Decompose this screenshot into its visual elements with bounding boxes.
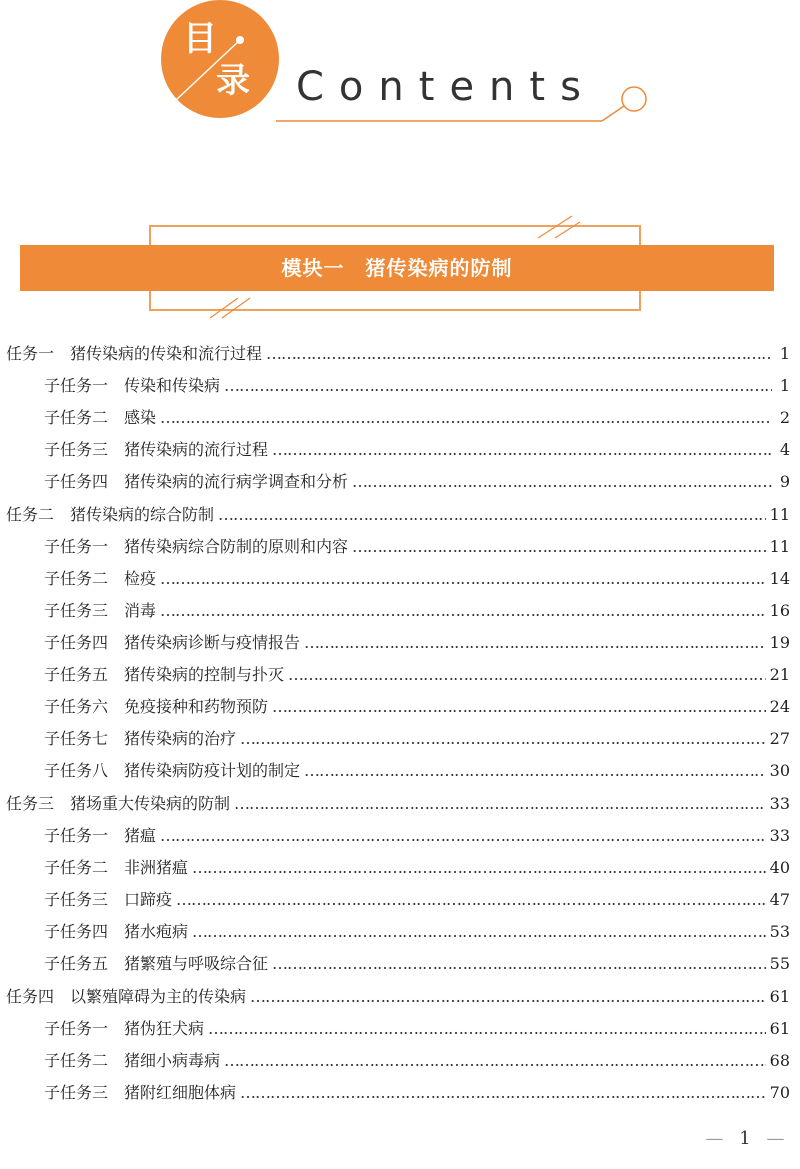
toc-entry-page: 33 bbox=[769, 794, 790, 813]
toc-leader bbox=[304, 631, 766, 655]
toc-entry-page: 53 bbox=[769, 922, 790, 941]
toc-entry[interactable] bbox=[6, 503, 790, 527]
toc-entry-label: 子任务六 免疫接种和药物预防 bbox=[44, 697, 269, 716]
toc-leader bbox=[218, 503, 766, 527]
contents-title: Contents bbox=[296, 64, 596, 110]
module-slash-decoration bbox=[0, 0, 800, 340]
footer-dash-right: — bbox=[766, 1128, 785, 1149]
toc-leader bbox=[176, 888, 766, 912]
toc-leader bbox=[192, 920, 766, 944]
toc-entry-page: 11 bbox=[769, 505, 790, 524]
toc-entry-label: 子任务七 猪传染病的治疗 bbox=[44, 729, 237, 748]
toc-leader bbox=[240, 1081, 766, 1105]
badge-char-lu: 录 bbox=[216, 61, 250, 101]
toc-leader bbox=[234, 792, 766, 816]
toc-entry-label: 子任务四 猪水疱病 bbox=[44, 922, 189, 941]
toc-entry[interactable] bbox=[44, 1017, 790, 1041]
toc-entry-page: 11 bbox=[769, 537, 790, 556]
toc-entry-page: 2 bbox=[779, 408, 790, 427]
toc-entry[interactable] bbox=[44, 1049, 790, 1073]
toc-entry[interactable] bbox=[44, 599, 790, 623]
toc-leader bbox=[352, 470, 772, 494]
toc-entry-label: 子任务一 猪伪狂犬病 bbox=[44, 1019, 205, 1038]
toc-entry-page: 19 bbox=[769, 633, 790, 652]
toc-leader bbox=[272, 438, 772, 462]
toc-entry-page: 16 bbox=[769, 601, 790, 620]
toc-entry-label: 子任务五 猪繁殖与呼吸综合征 bbox=[44, 954, 269, 973]
toc-entry[interactable] bbox=[44, 567, 790, 591]
page-number: 1 bbox=[739, 1128, 751, 1149]
toc-entry[interactable] bbox=[44, 470, 790, 494]
toc-leader bbox=[288, 663, 766, 687]
toc-leader bbox=[160, 406, 772, 430]
toc-entry-page: 33 bbox=[769, 826, 790, 845]
toc-entry-page: 70 bbox=[769, 1083, 790, 1102]
toc-leader bbox=[240, 727, 766, 751]
toc-entry[interactable] bbox=[44, 695, 790, 719]
toc-entry[interactable] bbox=[44, 663, 790, 687]
toc-entry-label: 任务一 猪传染病的传染和流行过程 bbox=[6, 344, 263, 363]
toc-entry-label: 子任务一 传染和传染病 bbox=[44, 376, 221, 395]
toc-leader bbox=[272, 952, 766, 976]
toc-entry-label: 子任务三 口蹄疫 bbox=[44, 890, 173, 909]
badge-char-mu: 目 bbox=[183, 19, 217, 59]
toc-entry-label: 任务四 以繁殖障碍为主的传染病 bbox=[6, 987, 247, 1006]
toc-entry-page: 47 bbox=[769, 890, 790, 909]
toc-entry[interactable] bbox=[44, 920, 790, 944]
toc-entry[interactable] bbox=[44, 406, 790, 430]
toc-leader bbox=[266, 342, 772, 366]
toc-entry-label: 子任务二 感染 bbox=[44, 408, 157, 427]
toc-entry-label: 任务二 猪传染病的综合防制 bbox=[6, 505, 215, 524]
toc-leader bbox=[224, 374, 772, 398]
toc-entry[interactable] bbox=[44, 856, 790, 880]
toc-entry-page: 55 bbox=[769, 954, 790, 973]
toc-leader bbox=[160, 567, 766, 591]
toc-entry-label: 子任务三 猪传染病的流行过程 bbox=[44, 440, 269, 459]
toc-entry[interactable] bbox=[44, 727, 790, 751]
toc-entry[interactable] bbox=[44, 438, 790, 462]
toc-entry-label: 子任务五 猪传染病的控制与扑灭 bbox=[44, 665, 285, 684]
toc-leader bbox=[192, 856, 766, 880]
toc-entry[interactable] bbox=[44, 535, 790, 559]
toc-leader bbox=[250, 985, 766, 1009]
toc-entry-page: 9 bbox=[779, 472, 790, 491]
toc-entry[interactable] bbox=[44, 888, 790, 912]
toc-entry-page: 24 bbox=[769, 697, 790, 716]
toc-entry-page: 61 bbox=[769, 1019, 790, 1038]
toc-entry-label: 子任务一 猪传染病综合防制的原则和内容 bbox=[44, 537, 349, 556]
toc-entry-label: 子任务二 非洲猪瘟 bbox=[44, 858, 189, 877]
toc-entry-page: 1 bbox=[779, 376, 790, 395]
toc-entry-label: 子任务四 猪传染病诊断与疫情报告 bbox=[44, 633, 301, 652]
toc-entry[interactable] bbox=[44, 824, 790, 848]
toc-entry[interactable] bbox=[6, 342, 790, 366]
toc-entry-label: 子任务一 猪瘟 bbox=[44, 826, 157, 845]
page-footer bbox=[705, 1128, 785, 1149]
toc-entry-label: 子任务三 猪附红细胞体病 bbox=[44, 1083, 237, 1102]
toc-entry-page: 14 bbox=[769, 569, 790, 588]
toc-entry-label: 子任务四 猪传染病的流行病学调查和分析 bbox=[44, 472, 349, 491]
toc-entry-page: 21 bbox=[769, 665, 790, 684]
toc-leader bbox=[208, 1017, 766, 1041]
toc-entry-label: 子任务八 猪传染病防疫计划的制定 bbox=[44, 761, 301, 780]
toc-entry[interactable] bbox=[6, 985, 790, 1009]
toc-leader bbox=[160, 824, 766, 848]
toc-entry-label: 子任务二 猪细小病毒病 bbox=[44, 1051, 221, 1070]
toc-entry-label: 任务三 猪场重大传染病的防制 bbox=[6, 794, 231, 813]
toc-leader bbox=[160, 599, 766, 623]
footer-dash-left: — bbox=[705, 1128, 724, 1149]
toc-entry-page: 4 bbox=[779, 440, 790, 459]
toc-entry[interactable] bbox=[44, 1081, 790, 1105]
toc-entry-page: 1 bbox=[779, 344, 790, 363]
toc-entry[interactable] bbox=[44, 374, 790, 398]
module-title: 模块一 猪传染病的防制 bbox=[281, 256, 513, 280]
toc-entry-page: 61 bbox=[769, 987, 790, 1006]
toc-leader bbox=[272, 695, 766, 719]
toc-entry-label: 子任务三 消毒 bbox=[44, 601, 157, 620]
toc-entry-label: 子任务二 检疫 bbox=[44, 569, 157, 588]
toc-entry-page: 40 bbox=[769, 858, 790, 877]
toc-entry-page: 30 bbox=[769, 761, 790, 780]
toc-entry[interactable] bbox=[44, 952, 790, 976]
toc-entry[interactable] bbox=[44, 631, 790, 655]
toc-leader bbox=[304, 759, 766, 783]
toc-entry-page: 27 bbox=[769, 729, 790, 748]
toc-leader bbox=[352, 535, 766, 559]
toc-entry-page: 68 bbox=[769, 1051, 790, 1070]
toc-leader bbox=[224, 1049, 766, 1073]
toc-entry[interactable] bbox=[44, 759, 790, 783]
toc-entry[interactable] bbox=[6, 792, 790, 816]
